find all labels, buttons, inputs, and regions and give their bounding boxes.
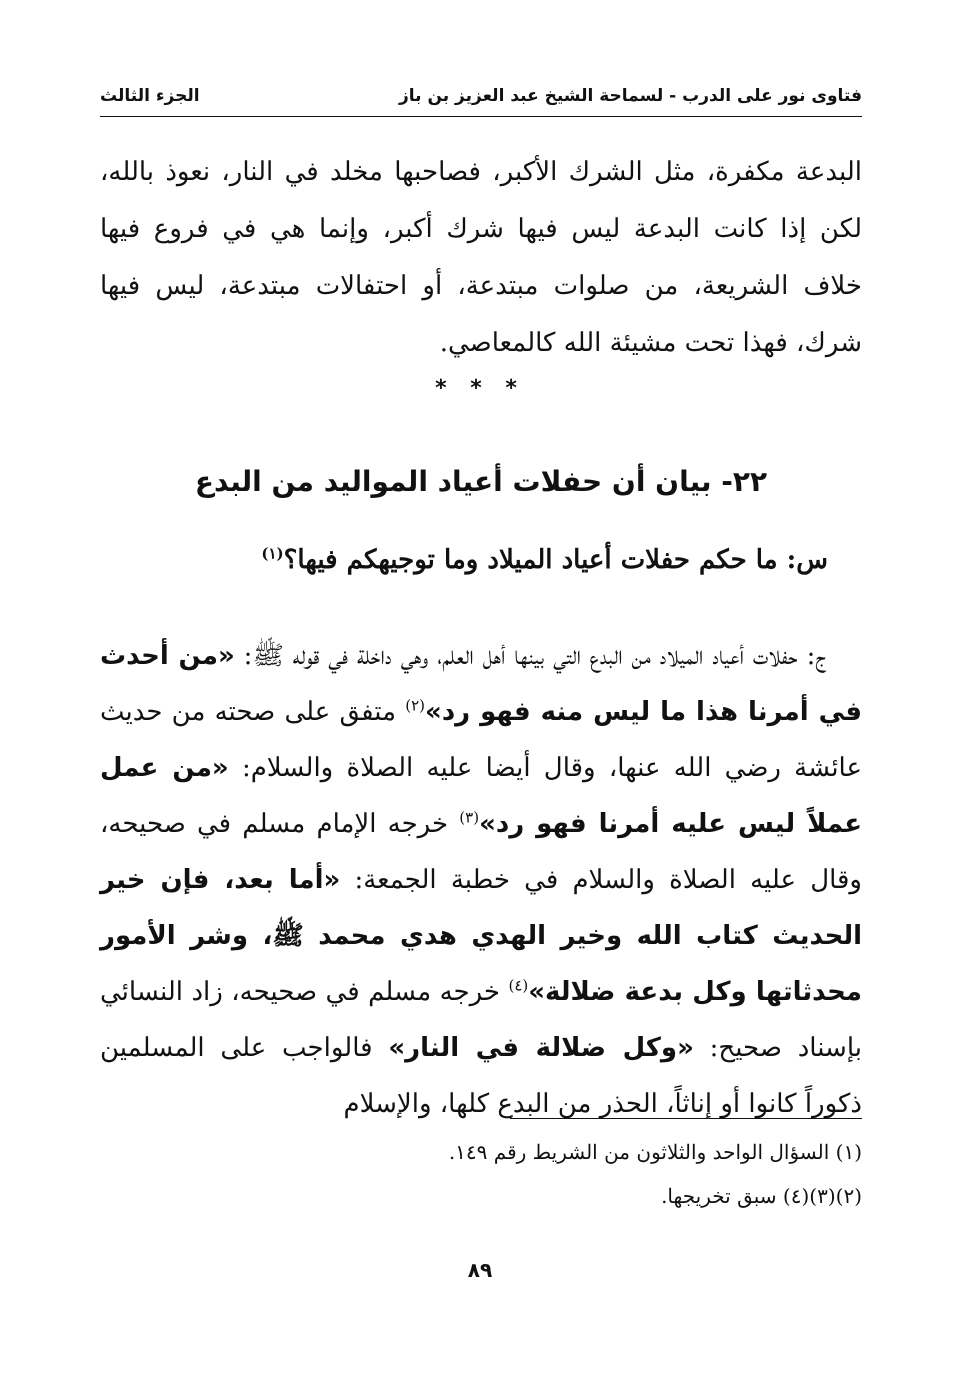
question-text: س: ما حكم حفلات أعياد الميلاد وما توجيهكم فيها؟: [283, 545, 828, 575]
footnote-ref-4: (٤): [508, 976, 529, 995]
footnote-2: (٢)(٣)(٤) سبق تخريجها.: [661, 1184, 862, 1208]
footnote-ref-3: (٣): [459, 808, 480, 827]
header-book-title: [399, 84, 862, 108]
hadith-quote-1: «من أحدث في أمرنا هذا ما ليس منه فهو رد»: [100, 641, 862, 727]
hadith-quote-4: «وكل ضلالة في النار»: [388, 1033, 694, 1063]
footnote-divider: [510, 1118, 862, 1119]
hadith-quote-2: «من عمل عملاً ليس عليه أمرنا فهو رد»: [100, 753, 863, 839]
page-number: ٨٩: [467, 1258, 493, 1282]
header-dash: -: [663, 86, 683, 106]
footnote-ref-1: (١): [261, 544, 284, 563]
answer-text-2: متفق على صحته من حديث عائشة رضي الله عنها، وقال أيضا عليه الصلاة والسلام:: [100, 697, 862, 783]
answer-paragraph: [100, 628, 862, 1132]
section-separator: * * *: [435, 376, 525, 401]
answer-text-4: خرجه مسلم في صحيحه، زاد النسائي بإسناد صحيح:: [100, 977, 862, 1063]
question-paragraph: [100, 540, 862, 580]
book-title: فتاوى نور على الدرب: [682, 86, 862, 106]
footnote-1: (١) السؤال الواحد والثلاثون من الشريط رقم ١٤٩.: [448, 1140, 862, 1164]
footnotes: [100, 1130, 862, 1218]
volume-label: الجزء الثالث: [100, 86, 200, 106]
hadith-quote-3: «أما بعد، فإن خير الحديث كتاب الله وخير الهدي هدي محمد ﷺ، وشر الأمور محدثاتها وكل بدعة ضلالة»: [100, 865, 863, 1007]
answer-text-5: فالواجب على المسلمين ذكوراً كانوا أو إناثاً، الحذر من البدع كلها، والإسلام: [100, 1033, 862, 1119]
footnote-ref-2: (٢): [405, 696, 426, 715]
answer-text-1: ج: حفلات أعياد الميلاد من البدع التي بينها أهل العلم، وهي داخلة في قوله ﷺ:: [234, 641, 826, 671]
answer-text-3: خرجه الإمام مسلم في صحيحه، وقال عليه الصلاة والسلام في خطبة الجمعة:: [100, 809, 862, 895]
author-name: لسماحة الشيخ عبد العزيز بن باز: [398, 86, 664, 106]
section-title: ٢٢- بيان أن حفلات أعياد المواليد من البدع: [194, 465, 768, 498]
intro-paragraph: البدعة مكفرة، مثل الشرك الأكبر، فصاحبها مخلد في النار، نعوذ بالله، لكن إذا كانت البدعة ليس فيها شرك أكبر، وإنما هي في فروع فيها خلاف الشريعة، من صلوات مبتدعة، أو احتفالات مبتدعة، ليس فيها شرك، فهذا تحت مشيئة الله كالمعاصي.: [100, 157, 862, 358]
running-header: [100, 84, 862, 117]
